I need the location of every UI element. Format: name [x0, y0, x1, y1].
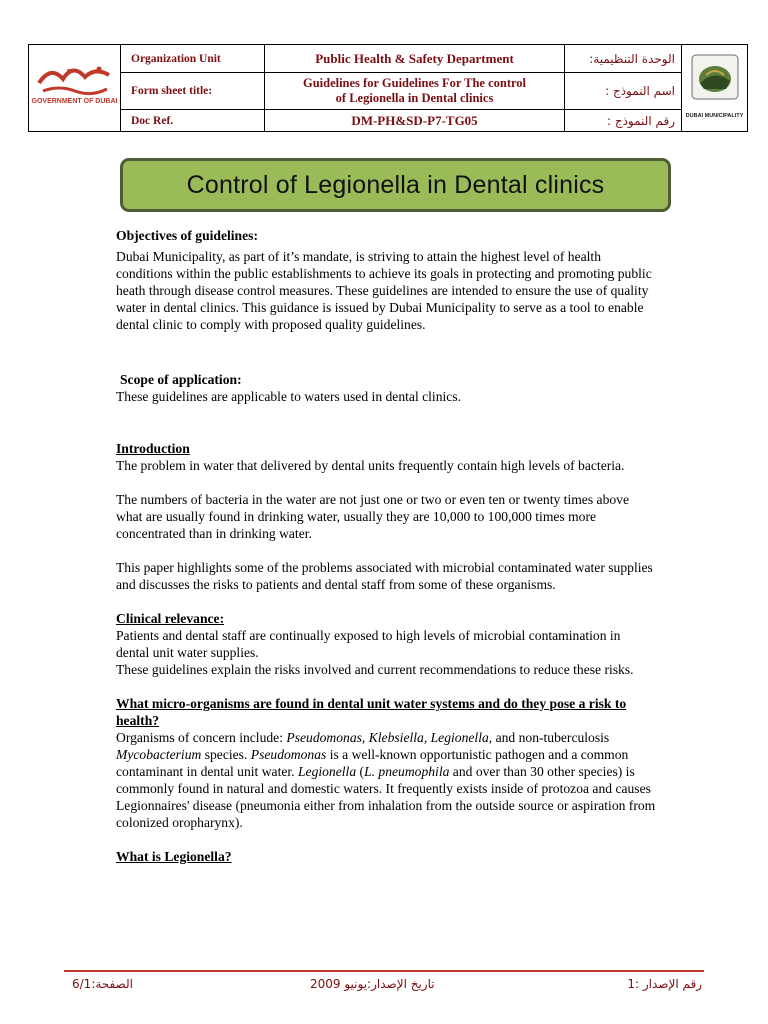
doc-ref-label: Doc Ref.: [121, 110, 265, 131]
micro-text-italic: Legionella: [297, 764, 357, 779]
micro-text-italic: Pseudomonas, Klebsiella, Legionella: [286, 730, 489, 745]
scope-heading: Scope of application:: [120, 372, 242, 387]
micro-text-italic: Pseudomonas: [250, 747, 327, 762]
header-row-doc-ref: [121, 110, 681, 131]
footer-page-number: الصفحة:6/1: [72, 977, 134, 991]
document-body: [116, 227, 656, 865]
header-row-org-unit: [121, 45, 681, 73]
clinical-p1: Patients and dental staff are continually exposed to high levels of microbial contamination in dental unit water supplies.: [116, 628, 621, 660]
micro-organisms-heading: What micro-organisms are found in dental unit water systems and do they pose a risk to health?: [116, 696, 627, 728]
what-is-legionella-heading: What is Legionella?: [116, 849, 232, 864]
scope-text: These guidelines are applicable to waters used in dental clinics.: [116, 389, 462, 404]
header-row-form-title: [121, 73, 681, 110]
title-banner: [120, 158, 671, 212]
introduction-p3: This paper highlights some of the problems associated with microbial contaminated water supplies and discusses the risks to patients and dental staff from some of these organisms.: [116, 560, 653, 592]
introduction-p2: The numbers of bacteria in the water are not just one or two or even ten or twenty times above what are usually found in drinking water, usually they are 10,000 to 100,000 times more concentrated than in drinking water.: [116, 492, 629, 541]
doc-ref-arabic: رقم النموذج :: [606, 113, 675, 128]
introduction-p1: The problem in water that delivered by dental units frequently contain high levels of bacteria.: [116, 458, 625, 473]
micro-organisms-text: [116, 729, 656, 831]
right-logo-english: DUBAI MUNICIPALITY: [685, 113, 744, 119]
micro-text-part: and over than 30 other species) is commonly found in natural and domestic waters. It frequently exists inside of protozoa and causes Legionnaires' disease (pneumonia either from inhalation from the outside source or aspiration from colonized oropharynx).: [116, 764, 656, 830]
document-header: [28, 44, 748, 132]
government-of-dubai-logo: [29, 45, 121, 131]
footer-issue-date: تاريخ الإصدار:يونيو 2009: [310, 977, 435, 991]
form-title-line2: of Legionella in Dental clinics: [335, 91, 494, 105]
org-unit-label: Organization Unit: [121, 45, 265, 72]
objectives-text: Dubai Municipality, as part of it’s mandate, is striving to attain the highest level of health conditions within the public establishments to achieve its goals in protecting and promoting public heath through disease control measures. These guidelines are intended to ensure the use of quality water in dental clinics. This guidance is issued by Dubai Municipality to serve as a tool to enable dental clinic to comply with proposed quality guidelines.: [116, 249, 652, 332]
document-title: Control of Legionella in Dental clinics: [186, 170, 605, 199]
org-unit-arabic: الوحدة التنظيمية:: [589, 51, 675, 66]
footer-issue-number: رقم الإصدار :1: [627, 977, 702, 991]
introduction-heading: Introduction: [116, 441, 190, 456]
form-title-value: [265, 73, 565, 109]
objectives-heading: Objectives of guidelines:: [116, 228, 258, 243]
form-title-line1: Guidelines for Guidelines For The control: [302, 76, 527, 90]
micro-text-part: Organisms of concern include:: [116, 730, 287, 745]
micro-text-part: , and non-tuberculosis: [488, 730, 610, 745]
clinical-p2: These guidelines explain the risks involved and current recommendations to reduce these risks.: [116, 662, 634, 677]
left-logo-english: GOVERNMENT OF DUBAI: [31, 98, 118, 105]
footer-rule: [64, 970, 704, 972]
doc-ref-value: DM-PH&SD-P7-TG05: [265, 110, 565, 131]
micro-text-italic: L. pneumophila: [364, 764, 450, 779]
micro-text-part: (: [356, 764, 365, 779]
form-title-label: Form sheet title:: [121, 73, 265, 109]
micro-text-part: is a well-known opportunistic pathogen and a common contaminant in dental unit water.: [116, 747, 629, 779]
clinical-heading: Clinical relevance:: [116, 611, 225, 626]
micro-text-part: species.: [201, 747, 251, 762]
micro-text-italic: Mycobacterium: [116, 747, 202, 762]
form-title-arabic: اسم النموذج :: [605, 84, 675, 98]
org-unit-value: Public Health & Safety Department: [265, 45, 565, 72]
dubai-municipality-logo: [681, 45, 747, 131]
